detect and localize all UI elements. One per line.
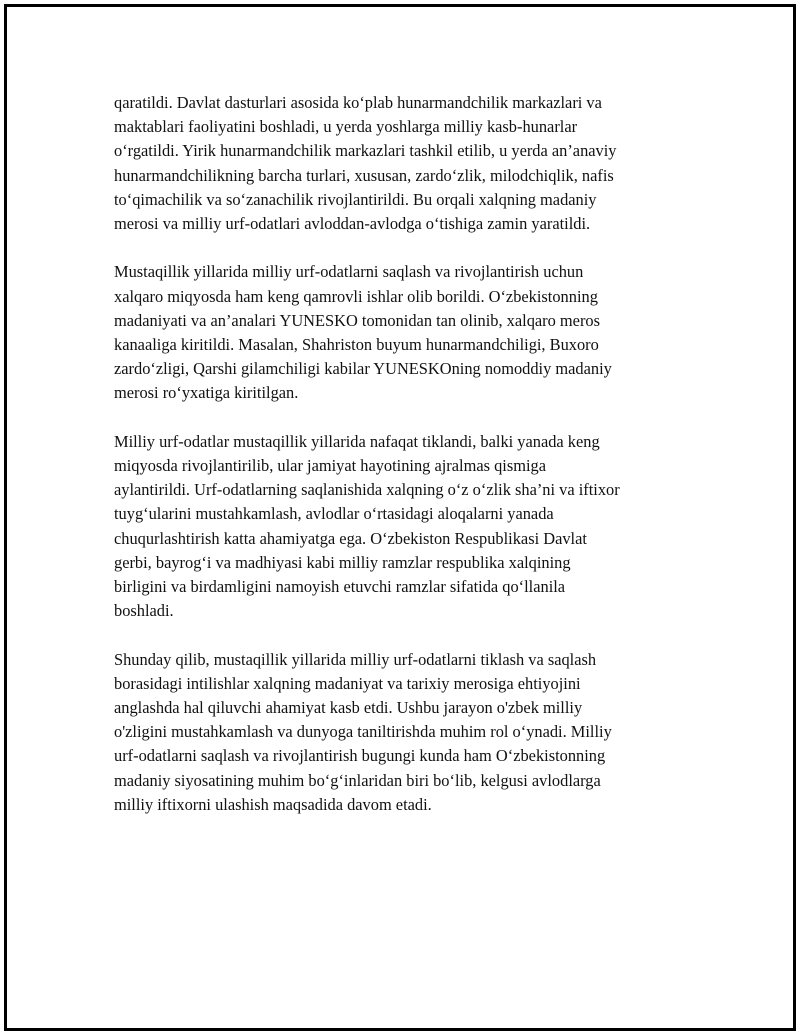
text-line: hunarmandchilikning barcha turlari, xususan, zardo‘zlik, milodchiqlik, nafis	[114, 165, 614, 185]
text-line: gerbi, bayrog‘i va madhiyasi kabi milliy ramzlar respublika xalqining	[114, 552, 571, 572]
text-line: maktablari faoliyatini boshladi, u yerda yoshlarga milliy kasb-hunarlar	[114, 117, 578, 137]
text-line: milliy iftixorni ulashish maqsadida davom etadi.	[114, 794, 432, 814]
paragraph-3	[114, 430, 680, 624]
text-line: miqyosda rivojlantirilib, ular jamiyat hayotining ajralmas qismiga	[114, 456, 546, 476]
text-line: zardo‘zligi, Qarshi gilamchiligi kabilar YUNESKOning nomoddiy madaniy	[114, 359, 612, 379]
text-line: birligini va birdamligini namoyish etuvchi ramzlar sifatida qo‘llanila	[114, 577, 566, 597]
text-line: kanaaliga kiritildi. Masalan, Shahriston buyum hunarmandchiligi, Buxoro	[114, 335, 599, 355]
text-line: aylantirildi. Urf-odatlarning saqlanishida xalqning o‘z o‘zlik sha’ni va iftixor	[114, 480, 620, 500]
text-line: anglashda hal qiluvchi ahamiyat kasb etdi. Ushbu jarayon o'zbek milliy	[114, 698, 583, 718]
text-line: urf-odatlarni saqlash va rivojlantirish bugungi kunda ham O‘zbekistonning	[114, 746, 606, 766]
text-line: chuqurlashtirish katta ahamiyatga ega. O‘zbekiston Respublikasi Davlat	[114, 528, 587, 548]
paragraph-1	[114, 91, 680, 236]
paragraph-4	[114, 648, 680, 817]
paragraph-2	[114, 260, 680, 405]
text-line: tuyg‘ularini mustahkamlash, avlodlar o‘rtasidagi aloqalarni yanada	[114, 504, 554, 524]
text-line: borasidagi intilishlar xalqning madaniyat va tarixiy merosiga ehtiyojini	[114, 673, 581, 693]
text-line: boshladi.	[114, 601, 174, 621]
text-line: o'zligini mustahkamlash va dunyoga taniltirishda muhim rol o‘ynadi. Milliy	[114, 722, 612, 742]
text-line: qaratildi. Davlat dasturlari asosida ko‘plab hunarmandchilik markazlari va	[114, 93, 602, 112]
text-line: o‘rgatildi. Yirik hunarmandchilik markazlari tashkil etilib, u yerda an’anaviy	[114, 141, 617, 161]
text-line: Shunday qilib, mustaqillik yillarida milliy urf-odatlarni tiklash va saqlash	[114, 649, 597, 669]
text-line: Milliy urf-odatlar mustaqillik yillarida nafaqat tiklandi, balki yanada keng	[114, 431, 600, 451]
document-body	[114, 91, 680, 841]
text-line: merosi ro‘yxatiga kiritilgan.	[114, 383, 299, 403]
text-line: merosi va milliy urf-odatlari avloddan-avlodga o‘tishiga zamin yaratildi.	[114, 214, 591, 234]
text-line: madaniyati va an’analari YUNESKO tomonidan tan olinib, xalqaro meros	[114, 310, 600, 330]
text-line: xalqaro miqyosda ham keng qamrovli ishlar olib borildi. O‘zbekistonning	[114, 286, 598, 306]
text-line: to‘qimachilik va so‘zanachilik rivojlantirildi. Bu orqali xalqning madaniy	[114, 189, 597, 209]
text-line: madaniy siyosatining muhim bo‘g‘inlaridan biri bo‘lib, kelgusi avlodlarga	[114, 770, 601, 790]
text-line: Mustaqillik yillarida milliy urf-odatlarni saqlash va rivojlantirish uchun	[114, 262, 584, 282]
